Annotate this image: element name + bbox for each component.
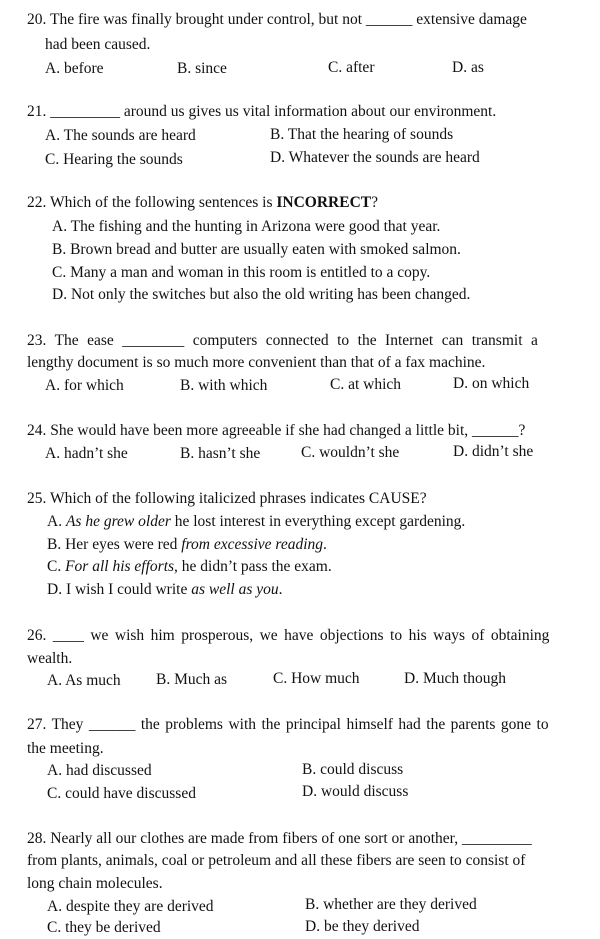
question-21-option-b: B. That the hearing of sounds [270,126,454,143]
question-28-option-c: C. they be derived [47,919,161,936]
question-23-option-b: B. with which [180,377,268,394]
question-24-option-d: D. didn’t she [453,443,534,460]
question-20-option-b: B. since [177,60,227,77]
question-25-option-d [47,581,283,599]
question-26-option-c: C. How much [273,670,360,687]
question-21-option-d: D. Whatever the sounds are heard [270,149,480,166]
question-25-option-c [47,558,332,576]
question-22-stem [27,194,378,212]
question-28-stem-line-3: long chain molecules. [27,875,163,892]
question-21-option-a: A. The sounds are heard [45,127,196,144]
question-22-option-a: A. The fishing and the hunting in Arizona were good that year. [52,218,441,235]
question-26-option-d: D. Much though [404,670,507,687]
question-20-option-a: A. before [45,60,104,77]
question-25-option-a [47,513,465,531]
question-20-stem-line-1: 20. The fire was finally brought under control, but not ______ extensive damage [27,11,527,28]
question-22-option-c: C. Many a man and woman in this room is entitled to a copy. [52,264,431,281]
question-25-option-d-post: . [278,581,283,598]
question-25-option-b-pre: B. Her eyes were red [47,536,182,553]
question-22-stem-end: ? [371,194,379,211]
question-23-option-c: C. at which [330,376,402,393]
question-26-stem-line-2: wealth. [27,650,73,667]
question-26-stem-line-1: 26. ____ we wish him prosperous, we have objections to his ways of obtaining [27,627,550,644]
question-25-option-c-prefix: C. [47,558,66,575]
question-25-option-c-rest: , he didn’t pass the exam. [174,558,332,575]
question-25-option-a-italic: As he grew older [65,513,171,530]
question-23-stem-line-2: lengthy document is so much more convenient than that of a fax machine. [27,354,486,371]
question-27-option-b: B. could discuss [302,761,404,778]
question-27-stem-line-1: 27. They ______ the problems with the principal himself had the parents gone to [27,716,549,733]
question-20-stem-line-2: had been caused. [45,36,151,53]
question-24-option-b: B. hasn’t she [180,445,261,462]
question-25-option-b-italic: from excessive reading [181,536,324,553]
question-28-option-a: A. despite they are derived [47,898,214,915]
question-23-option-d: D. on which [453,375,530,392]
question-25-option-b-post: . [323,536,327,553]
question-25-option-b [47,536,327,554]
question-25-option-a-rest: he lost interest in everything except gardening. [170,513,466,530]
question-21-stem: 21. _________ around us gives us vital information about our environment. [27,103,497,120]
question-22-option-b: B. Brown bread and butter are usually eaten with smoked salmon. [52,241,461,258]
question-27-option-a: A. had discussed [47,762,152,779]
question-28-stem-line-2: from plants, animals, coal or petroleum and all these fibers are seen to consist of [27,852,526,869]
question-25-option-c-italic: For all his efforts [65,558,175,575]
question-24-stem: 24. She would have been more agreeable if she had changed a little bit, ______? [27,422,526,439]
question-22-option-d: D. Not only the switches but also the old writing has been changed. [52,286,471,303]
question-21-option-c: C. Hearing the sounds [45,151,183,168]
question-26-option-b: B. Much as [156,671,228,688]
question-25-option-a-prefix: A. [47,513,66,530]
question-22-stem-text: 22. Which of the following sentences is [27,194,277,211]
question-23-stem-line-1: 23. The ease ________ computers connected to the Internet can transmit a [27,332,538,349]
question-28-option-b: B. whether are they derived [305,896,477,913]
question-28-option-d: D. be they derived [305,918,420,935]
question-27-option-c: C. could have discussed [47,785,196,802]
question-25-stem: 25. Which of the following italicized phrases indicates CAUSE? [27,490,427,507]
question-28-stem-line-1: 28. Nearly all our clothes are made from fibers of one sort or another, _________ [27,830,532,847]
question-24-option-c: C. wouldn’t she [301,444,400,461]
question-20-option-d: D. as [452,59,484,76]
question-23-option-a: A. for which [45,377,124,394]
question-25-option-d-pre: D. I wish I could write [47,581,192,598]
question-24-option-a: A. hadn’t she [45,445,128,462]
question-27-stem-line-2: the meeting. [27,740,104,757]
question-22-stem-bold: INCORRECT [276,194,372,211]
question-20-option-c: C. after [328,59,375,76]
question-25-option-d-italic: as well as you [191,581,279,598]
question-26-option-a: A. As much [47,672,121,689]
question-27-option-d: D. would discuss [302,783,409,800]
